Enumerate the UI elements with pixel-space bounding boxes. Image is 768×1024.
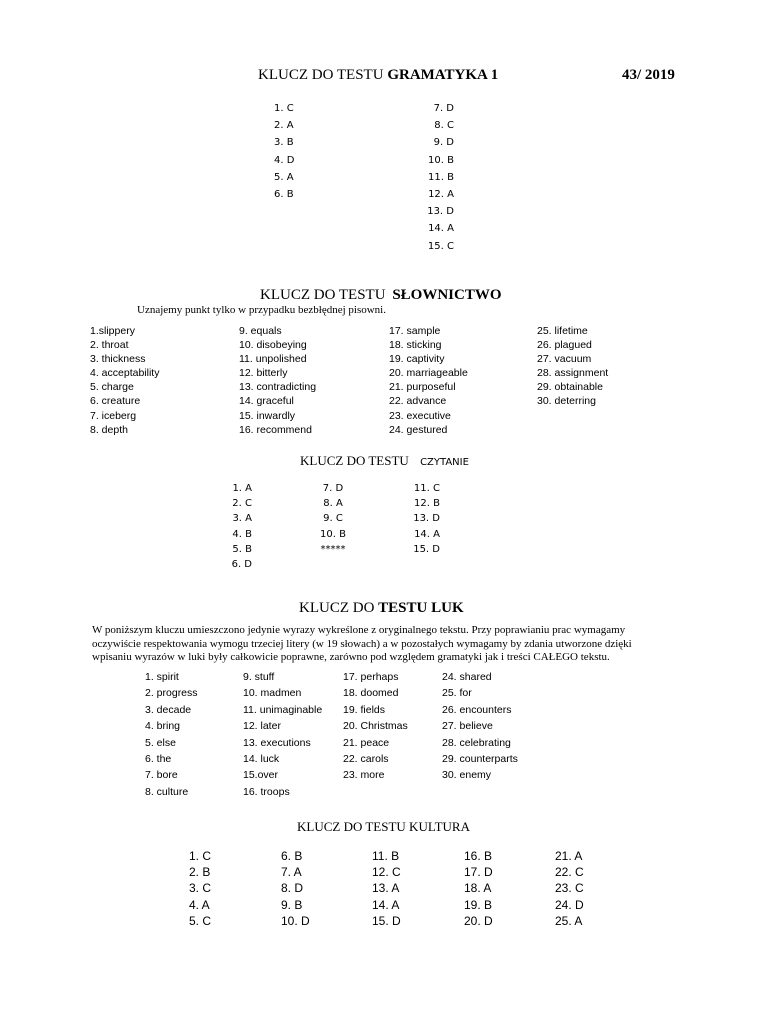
vocab-item: 21. purposeful (389, 381, 456, 394)
gramatyka-answers-col1 (274, 100, 294, 203)
answer-item: 10. B (428, 154, 454, 166)
answer-item: 15. D (372, 913, 401, 928)
vocab-item: 2. throat (90, 339, 129, 352)
luk-col2 (243, 669, 322, 800)
vocab-item: 17. sample (389, 325, 441, 337)
answer-item: 2. B (189, 865, 211, 880)
luk-col1 (145, 669, 198, 800)
answer-item: 1. C (189, 849, 212, 863)
vocab-item: 20. marriageable (389, 367, 468, 380)
answer-item: 18. A (464, 881, 492, 896)
luk-paragraph-line: oczywiście respektowania wymogu trzeciej litery (w 19 słowach) a w pozostałych wymagamy by zdania utworzone dzięki (92, 637, 632, 650)
vocab-item: 29. obtainable (537, 381, 603, 394)
answer-item: 4. A (189, 897, 210, 912)
answer-item: 14. A (372, 897, 400, 912)
vocab-item: 26. plagued (537, 339, 592, 352)
czytanie-col3 (404, 481, 440, 557)
gap-item: 23. more (343, 769, 385, 782)
gramatyka-title-prefix: KLUCZ DO TESTU (258, 67, 384, 83)
answer-item: 2. C (232, 498, 252, 510)
gap-item: 25. for (442, 687, 472, 700)
kultura-col2 (281, 848, 310, 929)
answer-item: 13. D (427, 206, 454, 218)
answer-item: 22. C (555, 865, 584, 880)
luk-paragraph-line: W poniższym kluczu umieszczono jedynie wyrazy wykreślone z oryginalnego tekstu. Przy poprawianiu prac wymagamy (92, 624, 626, 636)
slownictwo-col1 (90, 324, 159, 437)
vocab-item: 1.slippery (90, 325, 135, 337)
gap-item: 27. believe (442, 720, 493, 733)
vocab-item: 13. contradicting (239, 381, 317, 394)
kultura-col5 (555, 848, 584, 929)
vocab-item: 3. thickness (90, 353, 146, 366)
gap-item: 30. enemy (442, 769, 492, 782)
answer-item: 2. A (274, 120, 294, 132)
gap-item: 12. later (243, 720, 281, 733)
answer-item: 7. D (322, 483, 344, 494)
answer-item: 15. C (427, 240, 454, 252)
gap-item: 29. counterparts (442, 753, 518, 766)
vocab-item: 28. assignment (537, 367, 609, 380)
slownictwo-title (260, 287, 502, 304)
answer-item: 11. B (428, 171, 454, 183)
gap-item: 14. luck (243, 753, 280, 766)
answer-item: 19. B (464, 897, 493, 912)
gramatyka-title-bold: GRAMATYKA 1 (387, 67, 499, 83)
gap-item: 19. fields (343, 703, 386, 716)
gap-item: 21. peace (343, 736, 390, 749)
luk-paragraph-line: wpisaniu wyrazów w luki były całkowicie poprawne, zarówno pod względem gramatyki jak i treści CAŁEGO tekstu. (92, 651, 610, 664)
answer-item: 1. C (274, 103, 294, 114)
slownictwo-col3 (389, 324, 468, 437)
answer-item: 8. A (323, 498, 343, 510)
answer-item: 9. C (323, 513, 343, 525)
gap-item: 26. encounters (442, 703, 512, 716)
answer-item: 25. A (555, 913, 583, 928)
answer-item: 12. A (428, 189, 454, 201)
vocab-item: 19. captivity (389, 353, 445, 366)
gap-item: 2. progress (145, 687, 198, 700)
vocab-item: 18. sticking (389, 339, 442, 352)
answer-item: 11. B (372, 849, 400, 863)
answer-item: 3. B (274, 137, 294, 149)
vocab-item: 7. iceberg (90, 409, 137, 422)
gap-item: 9. stuff (243, 671, 275, 683)
kultura-col3 (372, 848, 401, 929)
vocab-item: 14. graceful (239, 395, 294, 408)
answer-item: 10. B (320, 528, 346, 540)
vocab-item: 4. acceptability (90, 367, 160, 380)
answer-item: 17. D (464, 865, 493, 880)
answer-item: 9. D (433, 137, 454, 149)
gramatyka-title (258, 67, 498, 84)
vocab-item: 30. deterring (537, 395, 596, 408)
answer-item: 3. C (189, 881, 212, 896)
vocab-item: 6. creature (90, 395, 141, 408)
luk-title-bold: TESTU LUK (378, 600, 464, 616)
answer-item: 13. A (372, 881, 400, 896)
gramatyka-answers-col2 (412, 100, 454, 255)
vocab-item: 9. equals (239, 325, 282, 337)
gap-item: 13. executions (243, 736, 311, 749)
vocab-item: 16. recommend (239, 423, 312, 436)
gap-item: 5. else (145, 736, 176, 749)
answer-item: 24. D (555, 897, 584, 912)
answer-item: 4. D (274, 154, 295, 166)
answer-item: 6. B (274, 189, 294, 201)
gap-item: 4. bring (145, 720, 181, 733)
vocab-item: 27. vacuum (537, 353, 592, 366)
answer-item: 12. C (372, 865, 401, 880)
gap-item: 6. the (145, 753, 172, 766)
answer-item: 4. B (232, 528, 252, 540)
gap-item: 11. unimaginable (243, 703, 323, 716)
czytanie-title-small: CZYTANIE (420, 457, 469, 468)
gap-item: 20. Christmas (343, 720, 408, 733)
vocab-item: 23. executive (389, 409, 451, 422)
answer-item: 3. A (232, 513, 252, 525)
gap-item: 17. perhaps (343, 671, 399, 683)
vocab-item: 11. unpolished (239, 353, 307, 366)
gap-item: 10. madmen (243, 687, 302, 700)
slownictwo-title-bold: SŁOWNICTWO (392, 287, 502, 303)
answer-item: 5. C (189, 913, 212, 928)
answer-item: 20. D (464, 913, 493, 928)
luk-paragraph (92, 624, 632, 665)
answer-item: 21. A (555, 849, 583, 863)
vocab-item: 25. lifetime (537, 325, 588, 337)
gap-item: 16. troops (243, 785, 290, 798)
answer-item: 6. B (281, 849, 303, 863)
gap-item: 22. carols (343, 753, 389, 766)
gap-item: 7. bore (145, 769, 178, 782)
slownictwo-col2 (239, 324, 316, 437)
answer-item: 6. D (231, 559, 252, 571)
slownictwo-title-prefix: KLUCZ DO TESTU (260, 287, 386, 303)
czytanie-col1 (216, 481, 252, 572)
answer-item: 14. A (414, 528, 440, 540)
vocab-item: 24. gestured (389, 423, 448, 436)
answer-item: 12. B (414, 498, 440, 510)
answer-item: 7. A (281, 865, 302, 880)
answer-item: 16. B (464, 849, 493, 863)
answer-item: ***** (320, 543, 346, 555)
slownictwo-col4 (537, 324, 608, 409)
answer-item: 9. B (281, 897, 303, 912)
answer-item: 14. A (428, 223, 454, 235)
vocab-item: 12. bitterly (239, 367, 288, 380)
czytanie-title (300, 453, 469, 469)
czytanie-title-prefix: KLUCZ DO TESTU (300, 453, 409, 468)
issue-number: 43/ 2019 (622, 67, 675, 83)
answer-item: 11. C (413, 483, 440, 494)
luk-title (299, 600, 464, 617)
gap-item: 1. spirit (145, 671, 179, 683)
answer-item: 23. C (555, 881, 584, 896)
gap-item: 24. shared (442, 671, 492, 683)
vocab-item: 15. inwardly (239, 409, 296, 422)
answer-item: 10. D (281, 913, 310, 928)
answer-item: 7. D (433, 103, 454, 114)
luk-col4 (442, 669, 518, 784)
gap-item: 18. doomed (343, 687, 399, 700)
slownictwo-note: Uznajemy punkt tylko w przypadku bezbłędnej pisowni. (137, 304, 386, 316)
answer-item: 8. D (281, 881, 304, 896)
luk-title-prefix: KLUCZ DO (299, 600, 375, 616)
gap-item: 15.over (243, 769, 279, 782)
luk-col3 (343, 669, 408, 784)
kultura-col4 (464, 848, 493, 929)
vocab-item: 22. advance (389, 395, 447, 408)
vocab-item: 5. charge (90, 381, 134, 394)
answer-item: 13. D (413, 513, 440, 525)
answer-item: 5. A (274, 171, 294, 183)
gap-item: 28. celebrating (442, 736, 511, 749)
vocab-item: 10. disobeying (239, 339, 307, 352)
answer-item: 15. D (413, 543, 440, 555)
answer-item: 8. C (434, 120, 454, 132)
gap-item: 8. culture (145, 785, 189, 798)
gap-item: 3. decade (145, 703, 192, 716)
vocab-item: 8. depth (90, 423, 128, 436)
answer-item: 5. B (232, 543, 252, 555)
kultura-title: KLUCZ DO TESTU KULTURA (297, 819, 470, 834)
answer-item: 1. A (232, 483, 252, 494)
czytanie-col2 (308, 481, 358, 557)
kultura-col1 (189, 848, 211, 929)
